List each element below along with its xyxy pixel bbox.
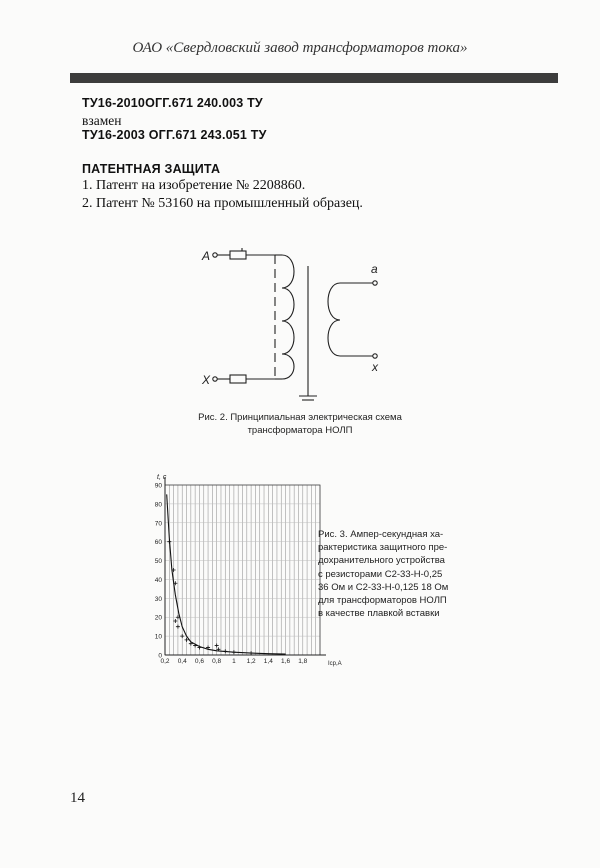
x-tick-label: 0,6 xyxy=(194,658,204,665)
data-point xyxy=(193,644,197,648)
header-rule xyxy=(70,73,558,83)
fit-curve xyxy=(167,494,286,654)
y-tick-label: 40 xyxy=(154,576,162,584)
y-axis-label: t, c xyxy=(157,474,167,481)
company-header: ОАО «Свердловский завод трансформаторов тока» xyxy=(132,40,468,56)
figure3-caption-line: дохранительного устройства xyxy=(318,555,445,567)
x-tick-label: 0,2 xyxy=(160,658,170,665)
y-tick-label: 70 xyxy=(154,520,162,528)
figure2-caption-line1: Рис. 2. Принципиальная электрическая схема xyxy=(198,412,402,423)
data-point xyxy=(223,649,227,653)
terminal-x-label: X xyxy=(202,373,211,387)
data-point xyxy=(232,650,236,654)
terminal-x-lower-label: x xyxy=(372,360,378,374)
y-tick-label: 60 xyxy=(154,539,162,547)
y-tick-label: 20 xyxy=(154,614,162,622)
y-tick-label: 30 xyxy=(154,595,162,603)
figure2-caption-line2: трансформатора НОЛП xyxy=(247,425,353,436)
patent-item-2: 2. Патент № 53160 на промышленный образец. xyxy=(82,196,363,211)
y-tick-label: 50 xyxy=(154,558,162,566)
x-tick-label: 0,4 xyxy=(177,658,187,665)
x-tick-label: 1,8 xyxy=(298,658,308,665)
data-point xyxy=(173,619,177,623)
spec-code-2: ТУ16-2003 ОГГ.671 243.051 ТУ xyxy=(82,128,267,142)
figure3-caption-line: рактеристика защитного пре- xyxy=(318,542,448,554)
data-point xyxy=(215,644,219,648)
x-axis-label: Iср,A xyxy=(328,661,342,667)
x-tick-label: 1,6 xyxy=(281,658,291,665)
x-tick-label: 1 xyxy=(232,658,236,665)
figure3-caption-line: в качестве плавкой вставки xyxy=(318,608,440,620)
page-number: 14 xyxy=(70,790,85,806)
terminal-a-label: A xyxy=(202,249,211,263)
y-tick-label: 90 xyxy=(154,482,162,490)
x-tick-label: 1,4 xyxy=(263,658,273,665)
spec-instead: взамен xyxy=(82,113,122,128)
x-tick-label: 0,8 xyxy=(212,658,222,665)
y-tick-label: 0 xyxy=(158,652,162,660)
data-point xyxy=(176,625,180,629)
spec-code-1: ТУ16-2010ОГГ.671 240.003 ТУ xyxy=(82,96,263,110)
terminal-a-lower-label: a xyxy=(371,262,378,276)
patents-title: ПАТЕНТНАЯ ЗАЩИТА xyxy=(82,162,221,176)
figure3-caption-line: Рис. 3. Ампер-секундная ха- xyxy=(318,529,444,540)
transformer-schematic xyxy=(195,238,410,408)
y-tick-label: 80 xyxy=(154,501,162,509)
data-point xyxy=(180,634,184,638)
ampere-second-chart xyxy=(140,465,345,670)
x-tick-label: 1,2 xyxy=(246,658,256,665)
figure3-caption xyxy=(318,528,458,620)
figure3-caption-line: с резисторами С2-33-Н-0,25 xyxy=(318,568,443,580)
y-tick-label: 10 xyxy=(154,633,162,641)
figure2-caption xyxy=(180,411,420,437)
figure3-caption-line: 36 Ом и С2-33-Н-0,125 18 Ом xyxy=(318,581,449,593)
data-point xyxy=(167,540,171,544)
figure3-caption-line: для трансформаторов НОЛП xyxy=(318,595,447,607)
patent-item-1: 1. Патент на изобретение № 2208860. xyxy=(82,178,306,193)
